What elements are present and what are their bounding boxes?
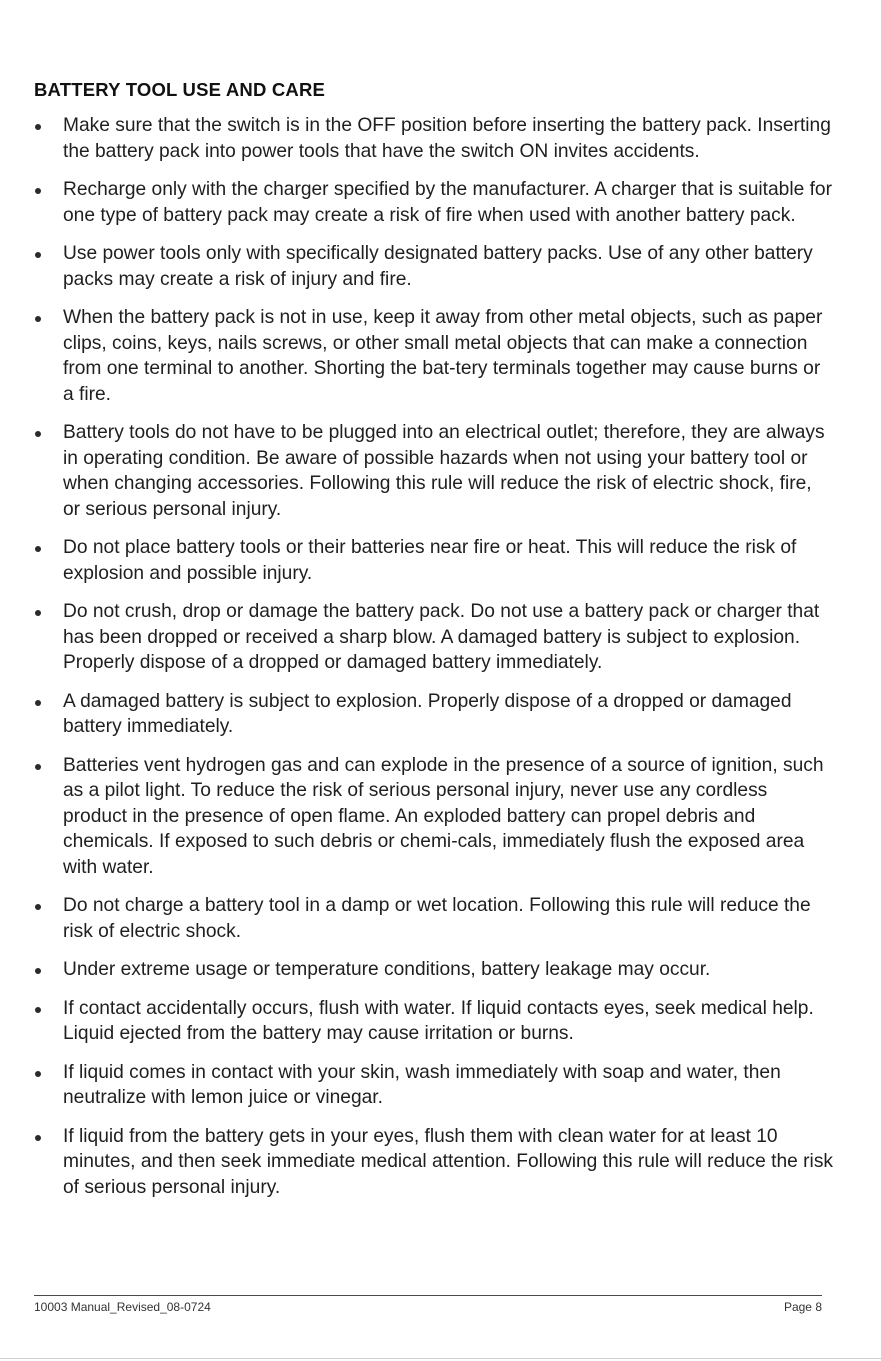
bullet-item <box>34 689 834 740</box>
bullet-dot-icon <box>35 1007 41 1013</box>
bullet-text: When the battery pack is not in use, keep it away from other metal objects, such as paper clips, coins, keys, nails screws, or other small metal objects that can make a connection from one terminal to another. Shorting the bat-tery terminals together may cause burns or a fire. <box>63 307 823 405</box>
bullet-text: Batteries vent hydrogen gas and can explode in the presence of a source of ignition, such as a pilot light. To reduce the risk of serious personal injury, never use any cordless product in the presence of open flame. An exploded battery can propel debris and chemicals. If exposed to such debris or chemi-cals, immediately flush the exposed area with water. <box>63 754 824 878</box>
bullet-item <box>34 753 834 881</box>
bullet-item <box>34 241 834 292</box>
section-title: BATTERY TOOL USE AND CARE <box>34 79 326 100</box>
bullet-item <box>34 893 834 944</box>
bullet-text: Under extreme usage or temperature conditions, battery leakage may occur. <box>63 959 711 980</box>
bullet-dot-icon <box>35 316 41 322</box>
bullet-item <box>34 996 834 1047</box>
bullet-dot-icon <box>35 904 41 910</box>
bullet-text: Do not crush, drop or damage the battery pack. Do not use a battery pack or charger that has been dropped or received a sharp blow. A damaged battery is subject to explosion. Properly dispose of a dropped or damaged battery immediately. <box>63 601 820 673</box>
bullet-item <box>34 535 834 586</box>
bullet-item <box>34 1124 834 1201</box>
bullet-text: If liquid comes in contact with your skin, wash immediately with soap and water, then neutralize with lemon juice or vinegar. <box>63 1061 781 1108</box>
bullet-text: Recharge only with the charger specified by the manufacturer. A charger that is suitable for one type of battery pack may create a risk of fire when used with another battery pack. <box>63 179 832 226</box>
bullet-item <box>34 599 834 676</box>
bullet-dot-icon <box>35 1071 41 1077</box>
bullet-text: A damaged battery is subject to explosion. Properly dispose of a dropped or damaged battery immediately. <box>63 690 792 737</box>
bullet-dot-icon <box>35 252 41 258</box>
bullet-item <box>34 420 834 522</box>
bullet-item <box>34 305 834 407</box>
bullet-text: Do not place battery tools or their batteries near fire or heat. This will reduce the risk of explosion and possible injury. <box>63 537 797 584</box>
bullet-dot-icon <box>35 1135 41 1141</box>
bullet-dot-icon <box>35 431 41 437</box>
bullet-text: Make sure that the switch is in the OFF position before inserting the battery pack. Inserting the battery pack into power tools that have the switch ON invites accidents. <box>63 115 831 162</box>
page-bottom-edge <box>0 1358 881 1359</box>
footer-document-id: 10003 Manual_Revised_08-0724 <box>34 1300 211 1314</box>
bullet-dot-icon <box>35 764 41 770</box>
bullet-dot-icon <box>35 700 41 706</box>
bullet-text: Battery tools do not have to be plugged into an electrical outlet; therefore, they are always in operating condition. Be aware of possible hazards when not using your battery tool or when changing accessories. Following this rule will reduce the risk of electric shock, fire, or serious personal injury. <box>63 422 825 520</box>
bullet-text: Do not charge a battery tool in a damp or wet location. Following this rule will reduce the risk of electric shock. <box>63 895 811 942</box>
bullet-text: If liquid from the battery gets in your eyes, flush them with clean water for at least 10 minutes, and then seek immediate medical attention. Following this rule will reduce the risk of serious personal injury. <box>63 1125 834 1198</box>
bullet-dot-icon <box>35 968 41 974</box>
bullet-text: Use power tools only with specifically designated battery packs. Use of any other battery packs may create a risk of injury and fire. <box>63 243 813 290</box>
bullet-text: If contact accidentally occurs, flush with water. If liquid contacts eyes, seek medical help. Liquid ejected from the battery may cause irritation or burns. <box>63 997 814 1044</box>
bullet-item <box>34 957 834 983</box>
bullet-dot-icon <box>35 546 41 552</box>
bullet-item <box>34 177 834 228</box>
page-footer <box>34 1295 822 1316</box>
bullet-dot-icon <box>35 610 41 616</box>
footer-page-number: Page 8 <box>783 1300 822 1314</box>
safety-bullet-list <box>34 113 834 1213</box>
bullet-item <box>34 1060 834 1111</box>
bullet-dot-icon <box>35 124 41 130</box>
bullet-item <box>34 113 834 164</box>
bullet-dot-icon <box>35 188 41 194</box>
